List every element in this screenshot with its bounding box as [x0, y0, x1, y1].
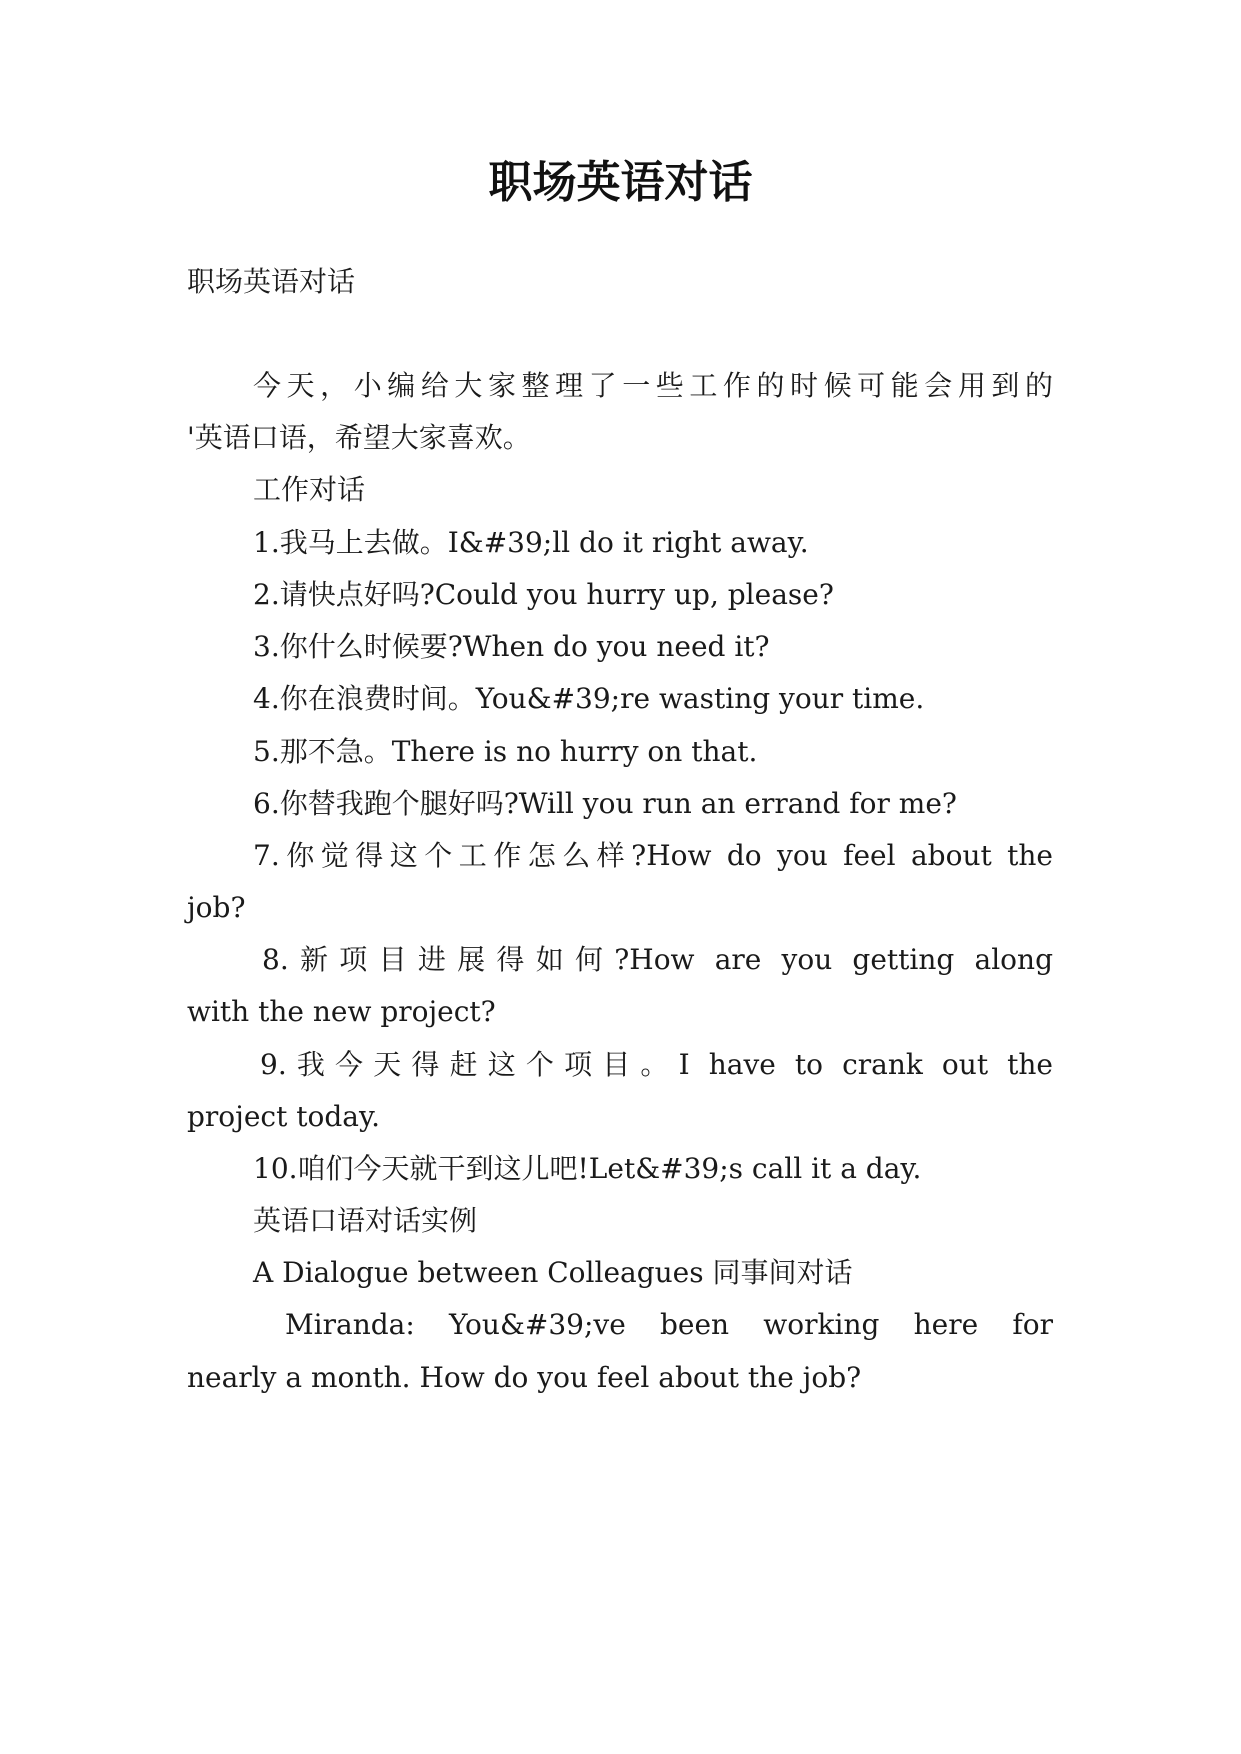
list-item: 6.你替我跑个腿好吗?Will you run an errand for me? — [253, 787, 957, 820]
intro-paragraph-line: 今天，小编给大家整理了一些工作的时候可能会用到的 — [253, 369, 1053, 402]
list-item-continuation: project today. — [187, 1100, 380, 1133]
list-item: 9.我今天得赶这个项目。I have to crank out the — [260, 1048, 1053, 1081]
intro-paragraph-line: '英语口语，希望大家喜欢。 — [187, 421, 531, 454]
document-title: 职场英语对话 — [488, 157, 753, 208]
list-item-continuation: job? — [187, 891, 246, 924]
section-heading: 工作对话 — [253, 473, 366, 506]
list-item: 7.你觉得这个工作怎么样?How do you feel about the — [253, 839, 1053, 872]
list-item: 10.咱们今天就干到这儿吧!Let&#39;s call it a day. — [253, 1152, 922, 1185]
document-subtitle: 职场英语对话 — [187, 265, 356, 298]
list-item: 4.你在浪费时间。You&#39;re wasting your time. — [253, 682, 925, 715]
list-item: 1.我马上去做。I&#39;ll do it right away. — [253, 526, 809, 559]
dialogue-title: A Dialogue between Colleagues 同事间对话 — [253, 1256, 853, 1289]
list-item: 5.那不急。There is no hurry on that. — [253, 735, 758, 768]
list-item: 2.请快点好吗?Could you hurry up, please? — [253, 578, 834, 611]
list-item: 3.你什么时候要?When do you need it? — [253, 630, 770, 663]
list-item: 8.新项目进展得如何?How are you getting along — [262, 943, 1053, 976]
dialogue-line: nearly a month. How do you feel about the job? — [187, 1361, 862, 1394]
list-item-continuation: with the new project? — [187, 995, 496, 1028]
section-heading: 英语口语对话实例 — [253, 1204, 478, 1237]
dialogue-line: Miranda: You&#39;ve been working here for — [285, 1308, 1053, 1341]
